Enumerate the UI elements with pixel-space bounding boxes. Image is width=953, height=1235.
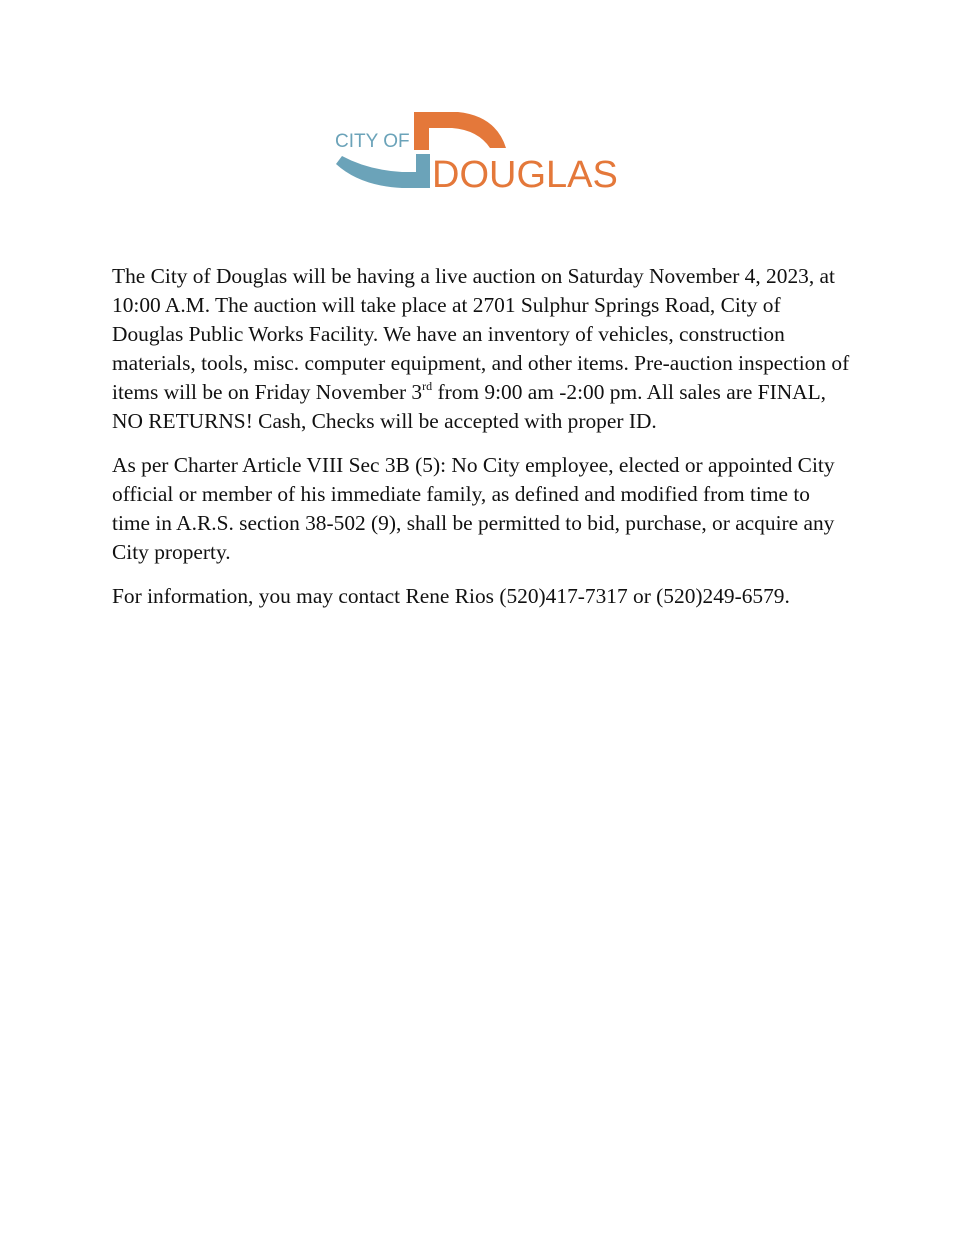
auction-text-part1: The City of Douglas will be having a live auction on Saturday November 4, 2023, at 10:00 A.M. The auction will take place at 2701 Sulphur Springs Road, City of Douglas Public Works Facility. We have an inventory of vehicles, construction materials, tools, misc. computer equipment, and other items. Pre-auction inspection of items will be on Friday November 3 — [112, 264, 850, 404]
ordinal-superscript: rd — [422, 379, 433, 393]
logo-line2: DOUGLAS — [432, 154, 618, 196]
auction-paragraph — [112, 262, 852, 436]
notice-body — [112, 262, 852, 626]
city-of-douglas-logo — [330, 108, 650, 198]
charter-paragraph: As per Charter Article VIII Sec 3B (5): No City employee, elected or appointed City official or member of his immediate family, as defined and modified from time to time in A.R.S. section 38-502 (9), shall be permitted to bid, purchase, or acquire any City property. — [112, 453, 835, 564]
logo-line1: CITY OF — [335, 131, 410, 152]
auction-text-part2: from 9:00 am -2:00 pm. All sales are FINAL, NO RETURNS! Cash, Checks will be accepted with proper ID. — [112, 380, 827, 433]
logo-graphic — [330, 108, 650, 198]
contact-paragraph: For information, you may contact Rene Rios (520)417-7317 or (520)249-6579. — [112, 584, 790, 608]
